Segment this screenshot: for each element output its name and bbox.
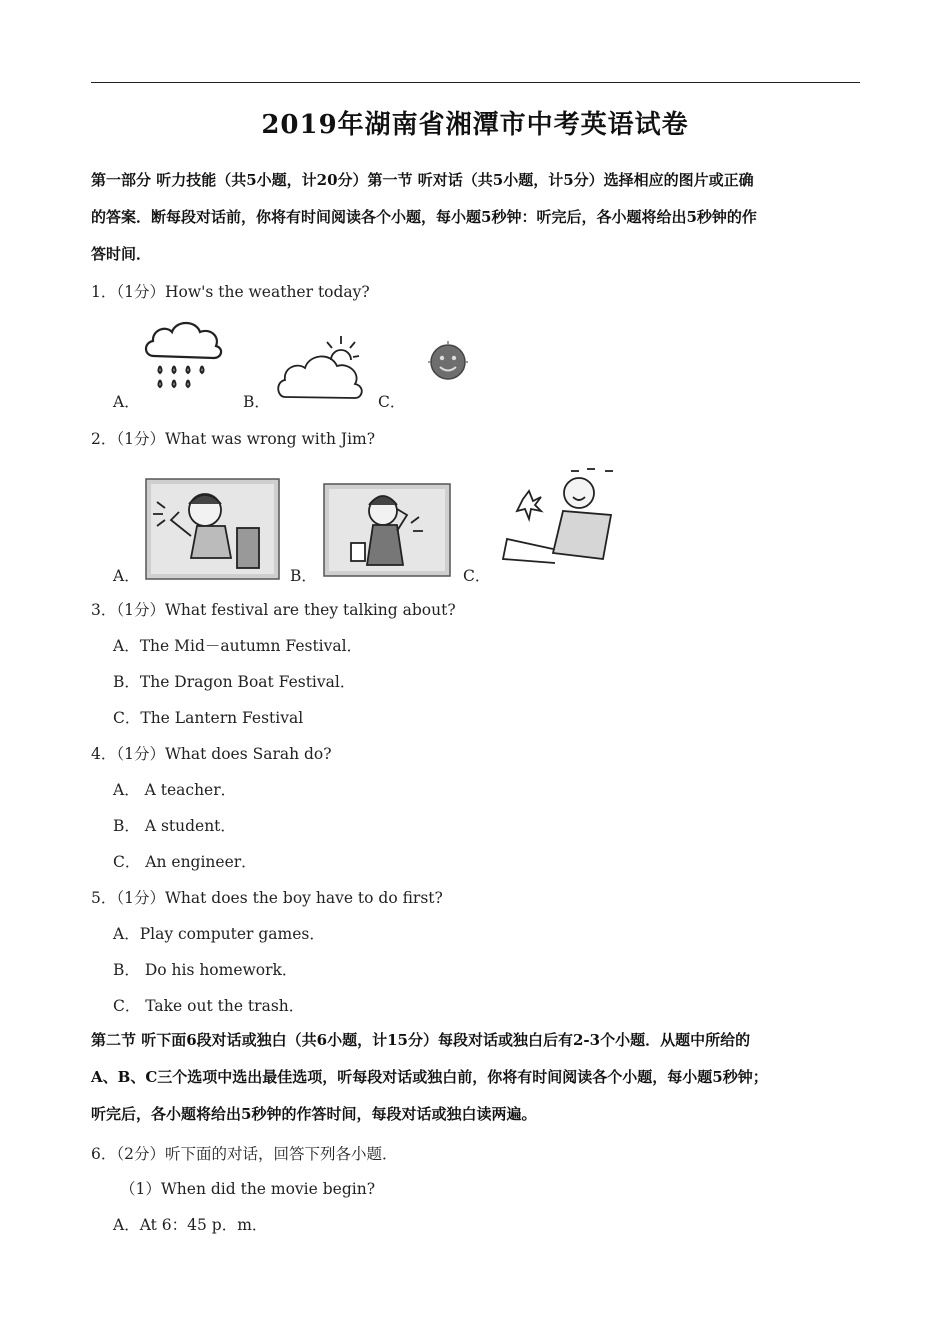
part2-intro-line1: 第二节 听下面6段对话或独白（共6小题，计15分）每段对话或独白后有2-3个小题．从题中所给的 — [91, 1031, 751, 1049]
top-rule — [91, 82, 860, 83]
part1-intro-line3: 答时间． — [91, 245, 152, 263]
part1-intro-line1: 第一部分 听力技能（共5小题，计20分）第一节 听对话（共5小题，计5分）选择相应的图片或正确 — [91, 171, 754, 189]
q2-label-b: B． — [290, 567, 317, 585]
page-title: 2019年湖南省湘潭市中考英语试卷 — [261, 110, 689, 140]
q4-option-c: C． An engineer． — [113, 853, 257, 871]
question-3-stem: 3．（1分）What festival are they talking about? — [91, 601, 456, 619]
question-4-stem: 4．（1分）What does Sarah do? — [91, 745, 332, 763]
q6-sub1-option-a: A．At 6：45 p．m． — [113, 1216, 268, 1234]
boy-toothache-illustration — [323, 483, 451, 577]
q6-sub-question-1: （1）When did the movie begin? — [120, 1180, 376, 1198]
boy-hurt-leg-illustration — [493, 463, 640, 578]
q2-label-c: C． — [463, 567, 491, 585]
question-6-stem: 6．（2分）听下面的对话，回答下列各小题． — [91, 1145, 398, 1163]
question-5-stem: 5．（1分）What does the boy have to do first? — [91, 889, 443, 907]
rain-cloud-icon — [140, 318, 225, 398]
question-2-stem: 2．（1分）What was wrong with Jim? — [91, 430, 376, 448]
q2-label-a: A． — [113, 567, 140, 585]
q1-label-a: A． — [113, 393, 140, 411]
q4-option-a: A． A teacher． — [113, 781, 237, 799]
q5-option-b: B． Do his homework． — [113, 961, 298, 979]
part2-intro — [91, 1022, 860, 1133]
q3-option-c: C．The Lantern Festival — [113, 709, 304, 727]
smiling-sun-icon — [424, 340, 472, 384]
question-1-stem: 1．（1分）How's the weather today? — [91, 283, 370, 301]
q5-option-c: C． Take out the trash． — [113, 997, 305, 1015]
q1-label-b: B． — [243, 393, 270, 411]
q1-label-c: C． — [378, 393, 406, 411]
part2-intro-line3: 听完后，各小题将给出5秒钟的作答时间，每段对话或独白读两遍。 — [91, 1105, 537, 1123]
cloud-sun-icon — [275, 332, 370, 402]
part2-intro-line2: A、B、C三个选项中选出最佳选项，听每段对话或独白前，你将有时间阅读各个小题，每小题5秒钟； — [91, 1068, 768, 1086]
q5-option-a: A．Play computer games． — [113, 925, 325, 943]
q3-option-b: B．The Dragon Boat Festival． — [113, 673, 356, 691]
boy-coughing-illustration — [145, 478, 280, 580]
q4-option-b: B． A student． — [113, 817, 236, 835]
part1-intro-line2: 的答案．断每段对话前，你将有时间阅读各个小题，每小题5秒钟：听完后，各小题将给出5秒钟的作 — [91, 208, 757, 226]
q3-option-a: A．The Mid－autumn Festival． — [113, 637, 363, 655]
part1-intro — [91, 162, 860, 273]
